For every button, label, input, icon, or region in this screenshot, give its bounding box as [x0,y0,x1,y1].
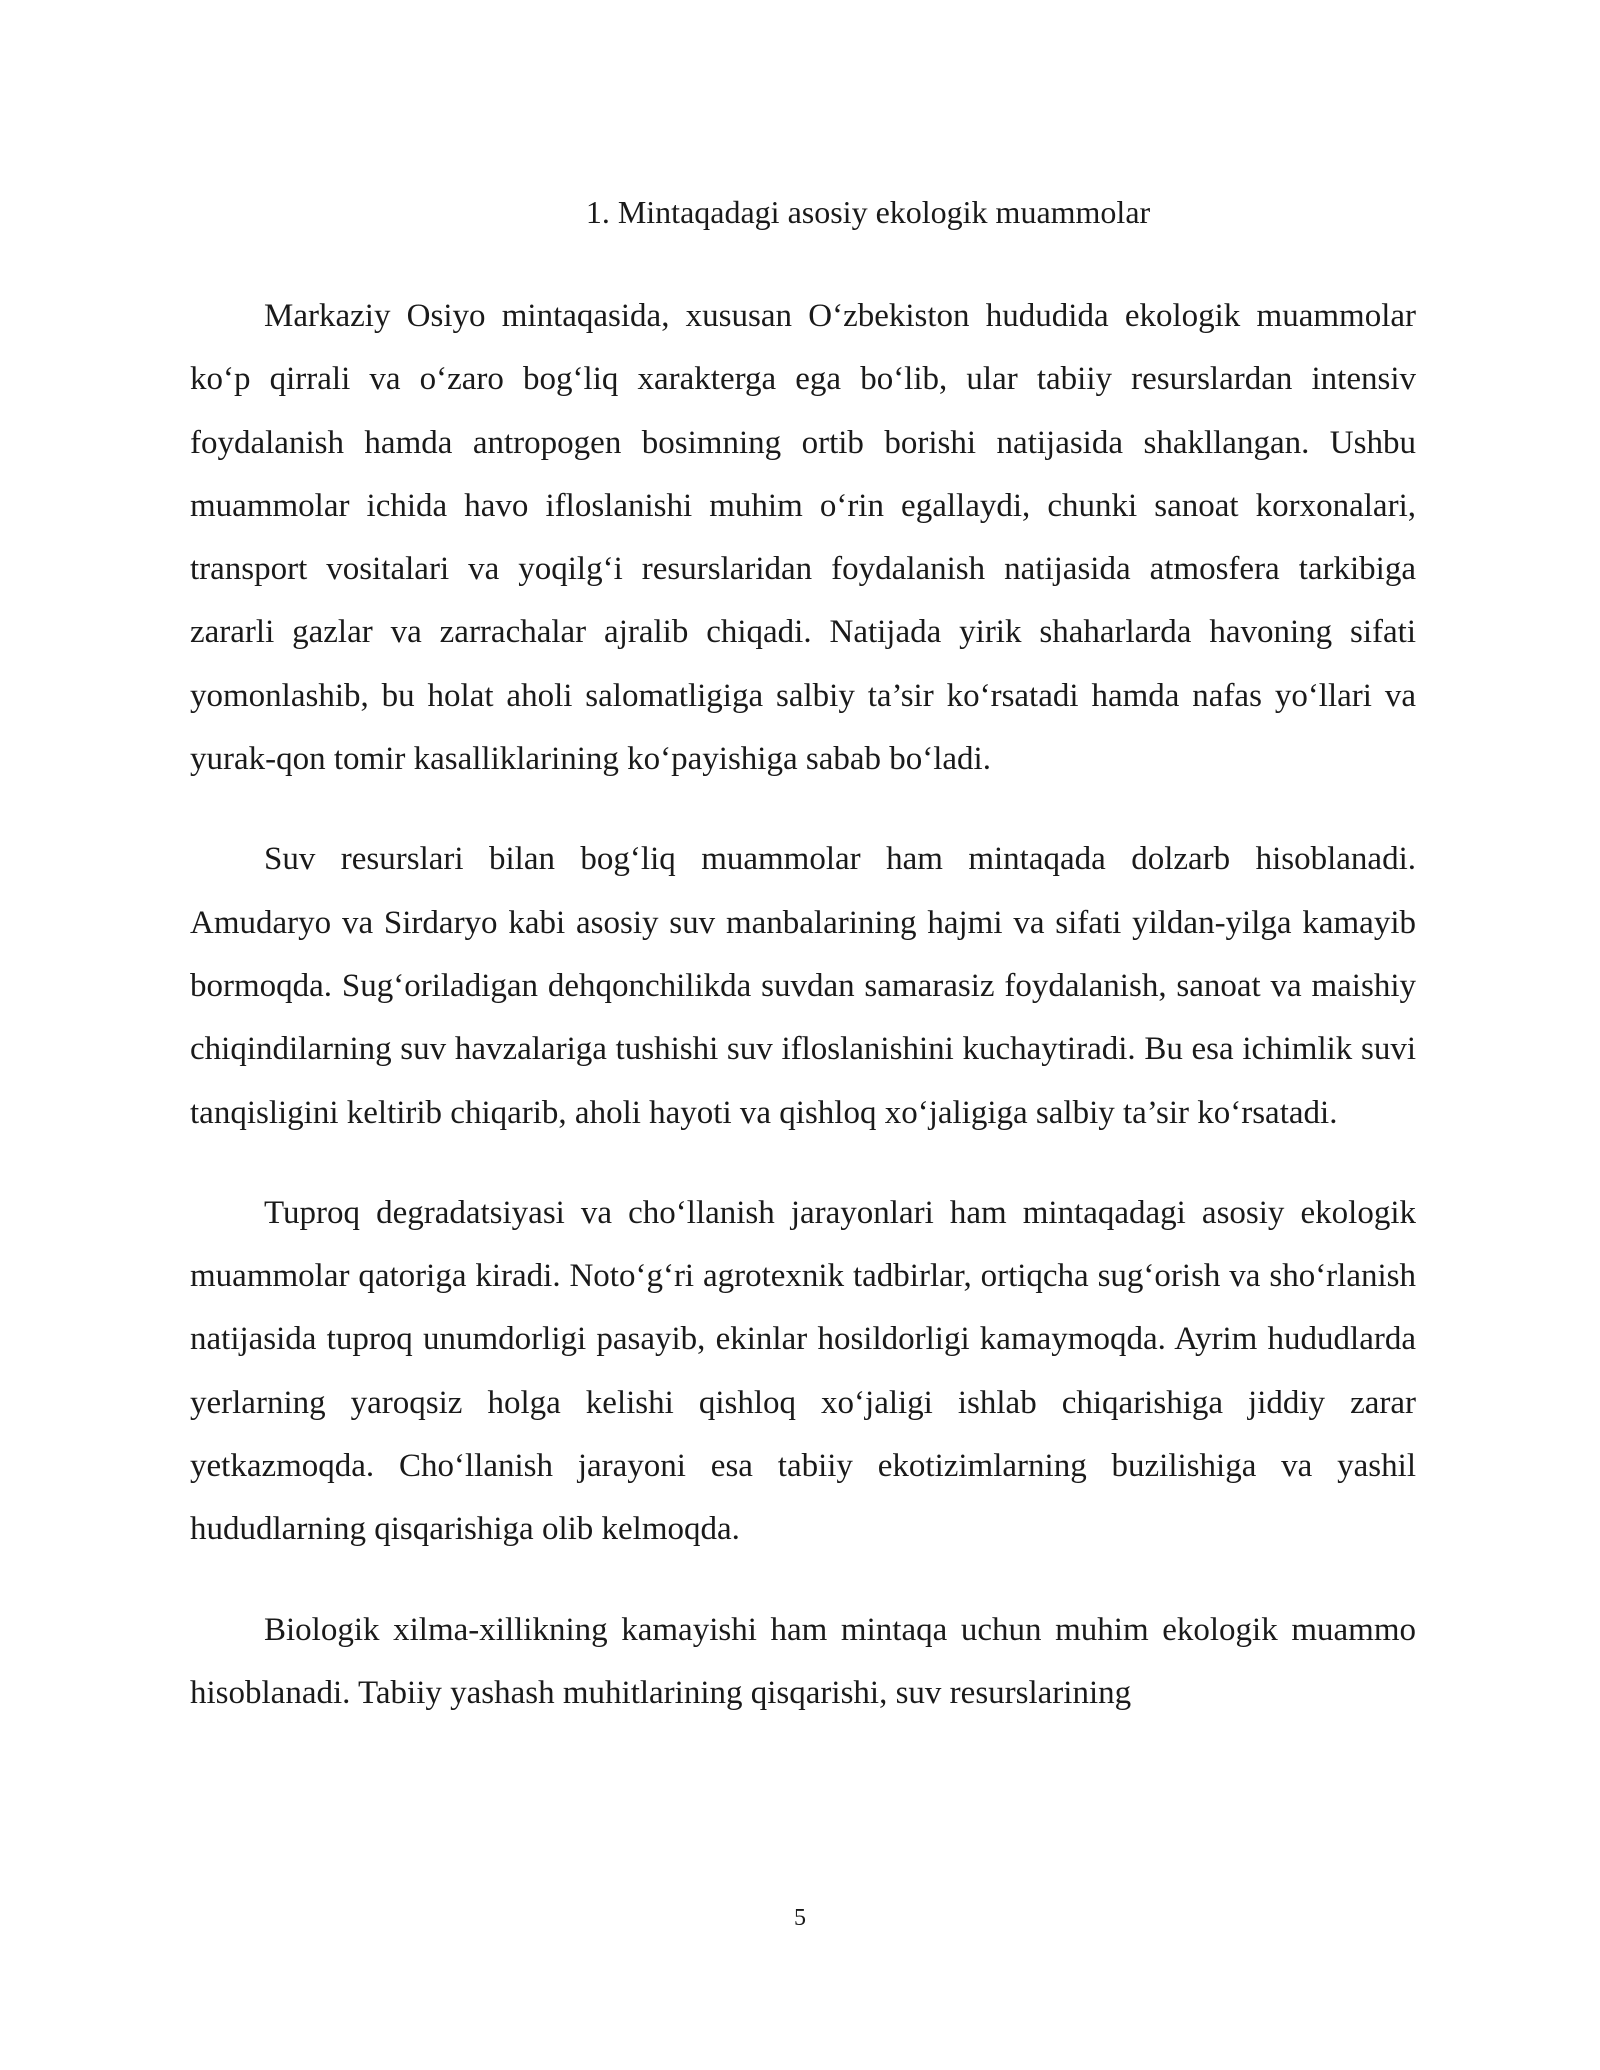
paragraph-biodiversity: Biologik xilma-xillikning kamayishi ham mintaqa uchun muhim ekologik muammo hisoblanadi. Tabiiy yashash muhitlarining qisqarishi, suv resurslarining [190,1611,1416,1711]
document-page [190,186,1416,1725]
paragraph-air-pollution: Markaziy Osiyo mintaqasida, xususan O‘zbekiston hududida ekologik muammolar ko‘p qirrali va o‘zaro bog‘liq xarakterga ega bo‘lib, ular tabiiy resurslardan intensiv foydalanish hamda antropogen bosimning ortib borishi natijasida shakllangan. Ushbu muammolar ichida havo ifloslanishi muhim o‘rin egallaydi, chunki sanoat korxonalari, transport vositalari va yoqilg‘i resurslaridan foydalanish natijasida atmosfera tarkibiga zararli gazlar va zarrachalar ajralib chiqadi. Natijada yirik shaharlarda havoning sifati yomonlashib, bu holat aholi salomatligiga salbiy ta’sir ko‘rsatadi hamda nafas yo‘llari va yurak-qon tomir kasalliklarining ko‘payishiga sabab bo‘ladi. [190,298,1416,778]
page-number: 5 [794,1905,806,1931]
paragraph-water-resources: Suv resurslari bilan bog‘liq muammolar ham mintaqada dolzarb hisoblanadi. Amudaryo va Sirdaryo kabi asosiy suv manbalarining hajmi va sifati yildan-yilga kamayib bormoqda. Sug‘oriladigan dehqonchilikda suvdan samarasiz foydalanish, sanoat va maishiy chiqindilarning suv havzalariga tushishi suv ifloslanishini kuchaytiradi. Bu esa ichimlik suvi tanqisligini keltirib chiqarib, aholi hayoti va qishloq xo‘jaligiga salbiy ta’sir ko‘rsatadi. [190,841,1416,1131]
section-heading: 1. Mintaqadagi asosiy ekologik muammolar [585,194,1151,230]
paragraph-soil-degradation: Tuproq degradatsiyasi va cho‘llanish jarayonlari ham mintaqadagi asosiy ekologik muammolar qatoriga kiradi. Noto‘g‘ri agrotexnik tadbirlar, ortiqcha sug‘orish va sho‘rlanish natijasida tuproq unumdorligi pasayib, ekinlar hosildorligi kamaymoqda. Ayrim hududlarda yerlarning yaroqsiz holga kelishi qishloq xo‘jaligi ishlab chiqarishiga jiddiy zarar yetkazmoqda. Cho‘llanish jarayoni esa tabiiy ekotizimlarning buzilishiga va yashil hududlarning qisqarishiga olib kelmoqda. [190,1194,1416,1548]
